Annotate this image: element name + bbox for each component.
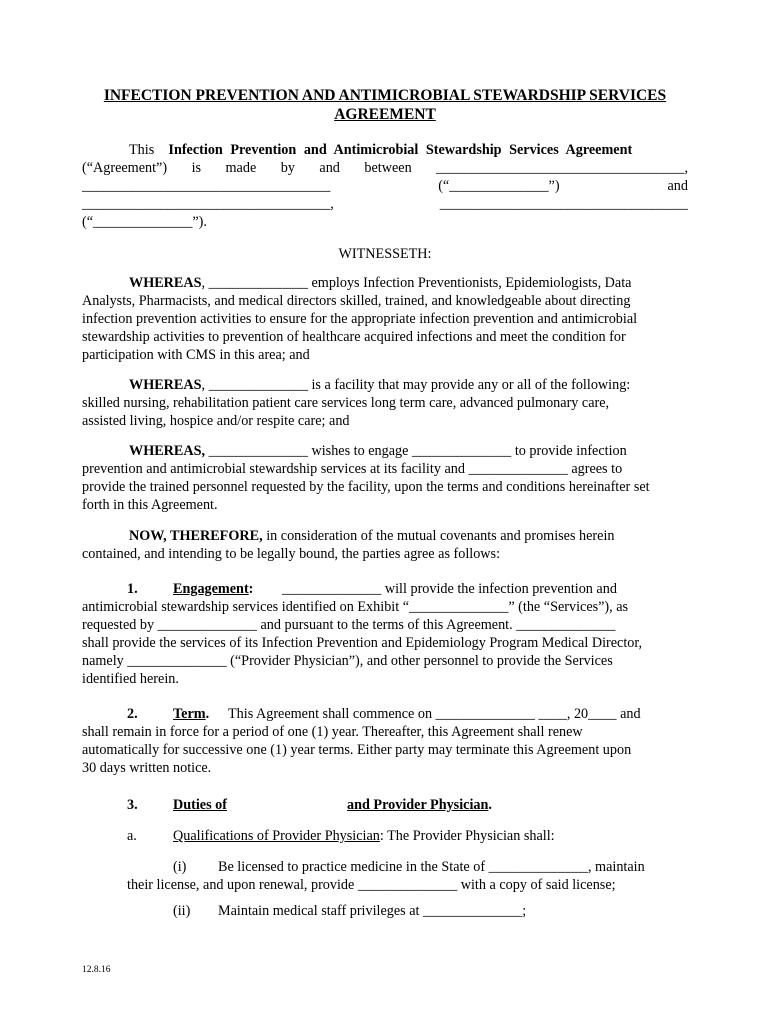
section-1-line-6: identified herein. bbox=[82, 671, 179, 687]
section-2-line-4: 30 days written notice. bbox=[82, 760, 212, 776]
section-2-line-3: automatically for successive one (1) year terms. Either party may terminate this Agreement upon bbox=[82, 742, 632, 758]
document-title-line-2: AGREEMENT bbox=[334, 106, 436, 123]
section-1-line-5: namely ______________ (“Provider Physician”), and other personnel to provide the Services bbox=[82, 653, 613, 669]
section-2-heading: Term. bbox=[173, 706, 210, 722]
section-2-line-2: shall remain in force for a period of one (1) year. Thereafter, this Agreement shall renew bbox=[82, 724, 583, 740]
whereas-1-line-3: infection prevention activities to ensure for the appropriate infection prevention and antimicrobial bbox=[82, 311, 638, 327]
section-1-line-1: ______________ will provide the infection prevention and bbox=[282, 581, 617, 597]
whereas-3-line-1: WHEREAS, ______________ wishes to engage ______________ to provide infection bbox=[129, 443, 627, 459]
section-1-line-3: requested by ______________ and pursuant to the terms of this Agreement. ______________ bbox=[82, 617, 616, 633]
footer-date: 12.8.16 bbox=[82, 965, 111, 975]
witnesseth-heading: WITNESSETH: bbox=[338, 246, 432, 262]
whereas-3-line-4: forth in this Agreement. bbox=[82, 497, 218, 513]
section-3a-ii-label: (ii) bbox=[173, 903, 191, 919]
section-3a-label: a. bbox=[127, 828, 137, 844]
section-3-heading: Duties of and Provider Physician. bbox=[173, 797, 492, 813]
now-therefore-line-1: NOW, THEREFORE, in consideration of the mutual covenants and promises herein bbox=[129, 528, 615, 544]
whereas-3-line-3: provide the trained personnel requested by the facility, upon the terms and conditions hereinafter set bbox=[82, 479, 650, 495]
section-3-number: 3. bbox=[127, 797, 138, 813]
section-1-number: 1. bbox=[127, 581, 138, 597]
intro-line-2: (“Agreement”) is made by and between ___________________________________, bbox=[82, 160, 688, 176]
whereas-1-line-2: Analysts, Pharmacists, and medical directors skilled, trained, and knowledgeable about directing bbox=[82, 293, 631, 309]
now-therefore-line-2: contained, and intending to be legally bound, the parties agree as follows: bbox=[82, 546, 501, 562]
whereas-1-line-4: stewardship activities to prevention of healthcare acquired infections and meet the condition for bbox=[82, 329, 626, 345]
document-title-line-1: INFECTION PREVENTION AND ANTIMICROBIAL STEWARDSHIP SERVICES bbox=[103, 87, 667, 104]
whereas-2-line-2: skilled nursing, rehabilitation patient care services long term care, advanced pulmonary care, bbox=[82, 395, 610, 411]
section-1-heading: Engagement: bbox=[173, 581, 254, 597]
section-3a-line: Qualifications of Provider Physician: The Provider Physician shall: bbox=[173, 828, 555, 844]
section-1-line-4: shall provide the services of its Infection Prevention and Epidemiology Program Medical Director, bbox=[82, 635, 643, 651]
intro-line-1: This Infection Prevention and Antimicrobial Stewardship Services Agreement bbox=[129, 142, 633, 158]
whereas-3-line-2: prevention and antimicrobial stewardship services at its facility and ______________ agrees to bbox=[82, 461, 623, 477]
section-3a-i-label: (i) bbox=[173, 859, 187, 875]
section-2-line-1: This Agreement shall commence on ______________ ____, 20____ and bbox=[228, 706, 641, 722]
section-3a-i-line-1: Be licensed to practice medicine in the State of ______________, maintain bbox=[218, 859, 645, 875]
agreement-name: Infection Prevention and Antimicrobial Stewardship Services Agreement bbox=[168, 142, 633, 158]
whereas-1-line-1: WHEREAS, ______________ employs Infection Preventionists, Epidemiologists, Data bbox=[129, 275, 632, 291]
section-2-number: 2. bbox=[127, 706, 138, 722]
whereas-2-line-1: WHEREAS, ______________ is a facility that may provide any or all of the following: bbox=[129, 377, 631, 393]
whereas-2-line-3: assisted living, hospice and/or respite care; and bbox=[82, 413, 350, 429]
section-3a-i-line-2: their license, and upon renewal, provide ______________ with a copy of said license; bbox=[127, 877, 616, 893]
intro-line-4: ___________________________________, ___________________________________ bbox=[82, 196, 688, 212]
intro-line-5: (“______________”). bbox=[82, 214, 207, 230]
section-1-line-2: antimicrobial stewardship services identified on Exhibit “______________” (the “Services”), as bbox=[82, 599, 629, 615]
section-3a-ii-line-1: Maintain medical staff privileges at ______________; bbox=[218, 903, 527, 919]
whereas-1-line-5: participation with CMS in this area; and bbox=[82, 347, 310, 363]
intro-line-3: ___________________________________ (“______________”) and bbox=[82, 178, 688, 194]
